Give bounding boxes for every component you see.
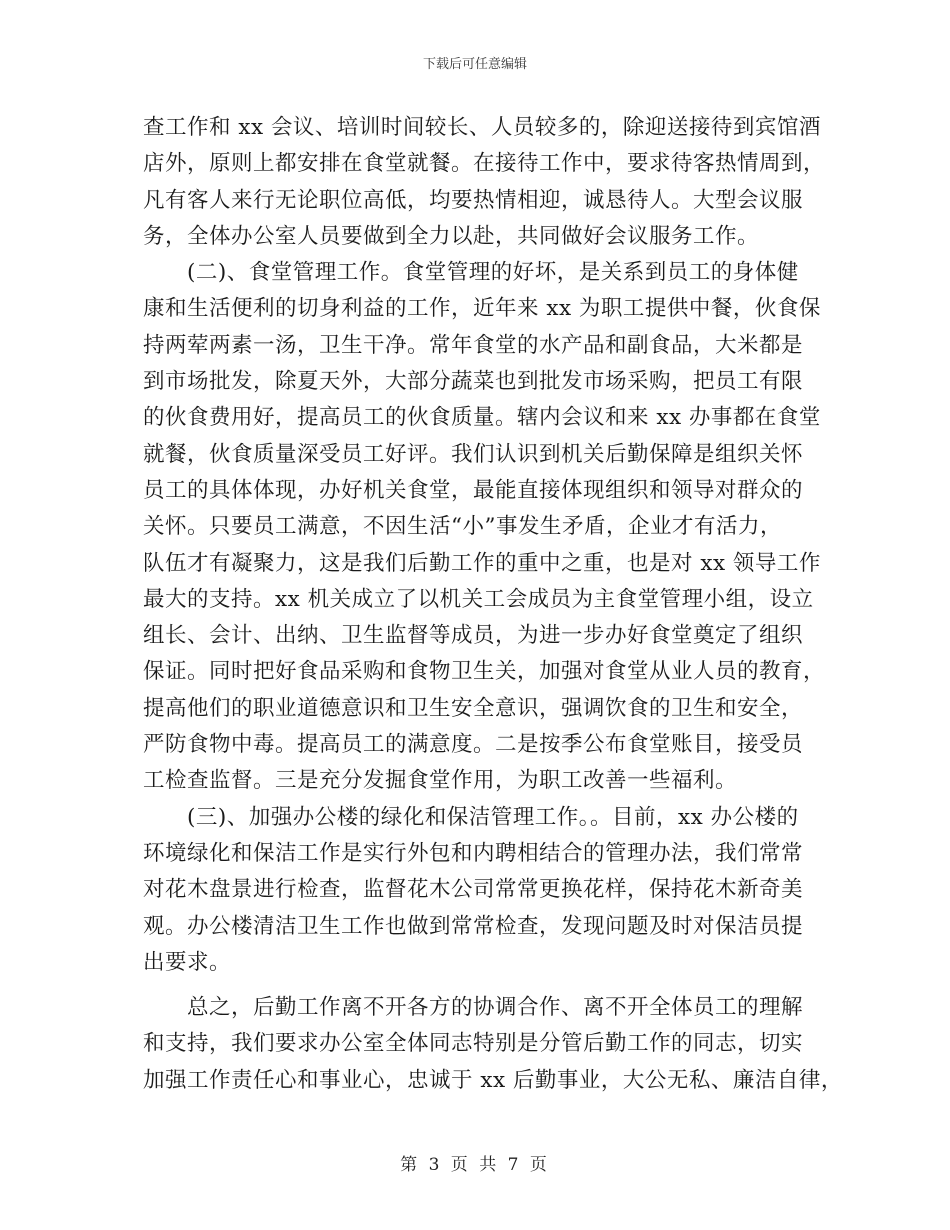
text-line: 持两荤两素一汤，卫生干净。常年食堂的水产品和副食品，大米都是	[143, 332, 804, 358]
text-line: 工检查监督。三是充分发掘食堂作用，为职工改善一些福利。	[143, 768, 738, 794]
page-header-note: 下载后可任意编辑	[422, 57, 527, 72]
text-line: 康和生活便利的切身利益的工作，近年来 xx 为职工提供中餐，伙食保	[143, 296, 821, 322]
text-line: 凡有客人来行无论职位高低，均要热情相迎，诚恳待人。大型会议服	[143, 187, 804, 213]
document-body	[143, 110, 843, 1099]
text-line: 保证。同时把好食品采购和食物卫生关，加强对食堂从业人员的教育，	[143, 659, 826, 685]
text-line: 提高他们的职业道德意识和卫生安全意识，强调饮食的卫生和安全，	[143, 695, 804, 721]
text-line: 出要求。	[143, 949, 232, 975]
text-line: 查工作和 xx 会议、培训时间较长、人员较多的，除迎送接待到宾馆酒	[143, 115, 821, 140]
paragraph-gap	[143, 981, 823, 990]
text-line: 环境绿化和保洁工作是实行外包和内聘相结合的管理办法，我们常常	[143, 840, 804, 866]
text-line: 和支持，我们要求办公室全体同志特别是分管后勤工作的同志，切实	[143, 1031, 804, 1057]
text-line: 加强工作责任心和事业心，忠诚于 xx 后勤事业，大公无私、廉洁自律，	[143, 1067, 843, 1093]
page-number-footer: 第 3 页 共 7 页	[400, 1155, 550, 1175]
conclusion-first-line: 总之，后勤工作离不开各方的协调合作、离不开全体员工的理解	[143, 995, 804, 1021]
section-3-first-line: (三)、加强办公楼的绿化和保洁管理工作。。目前，xx 办公楼的	[143, 804, 799, 830]
text-line: 严防食物中毒。提高员工的满意度。二是按季公布食堂账目，接受员	[143, 732, 804, 758]
text-line: 就餐，伙食质量深受员工好评。我们认识到机关后勤保障是组织关怀	[143, 441, 804, 467]
text-line: 务，全体办公室人员要做到全力以赴，共同做好会议服务工作。	[143, 223, 760, 249]
text-line: 队伍才有凝聚力，这是我们后勤工作的重中之重，也是对 xx 领导工作	[143, 550, 821, 576]
text-line: 店外，原则上都安排在食堂就餐。在接待工作中，要求待客热情周到，	[143, 151, 826, 177]
text-line: 最大的支持。xx 机关成立了以机关工会成员为主食堂管理小组，设立	[143, 586, 814, 612]
text-line: 观。办公楼清洁卫生工作也做到常常检查，发现问题及时对保洁员提	[143, 913, 804, 939]
text-line: 对花木盘景进行检查，监督花木公司常常更换花样，保持花木新奇美	[143, 877, 804, 903]
section-2-first-line: (二)、食堂管理工作。食堂管理的好坏，是关系到员工的身体健	[143, 260, 799, 286]
text-line: 的伙食费用好，提高员工的伙食质量。辖内会议和来 xx 办事都在食堂	[143, 405, 821, 431]
text-line: 关怀。只要员工满意，不因生活“小”事发生矛盾，企业才有活力，	[143, 514, 782, 540]
text-line: 组长、会计、出纳、卫生监督等成员，为进一步办好食堂奠定了组织	[143, 623, 804, 649]
text-line: 到市场批发，除夏天外，大部分蔬菜也到批发市场采购，把员工有限	[143, 369, 804, 395]
text-line: 员工的具体体现，办好机关食堂，最能直接体现组织和领导对群众的	[143, 477, 804, 503]
